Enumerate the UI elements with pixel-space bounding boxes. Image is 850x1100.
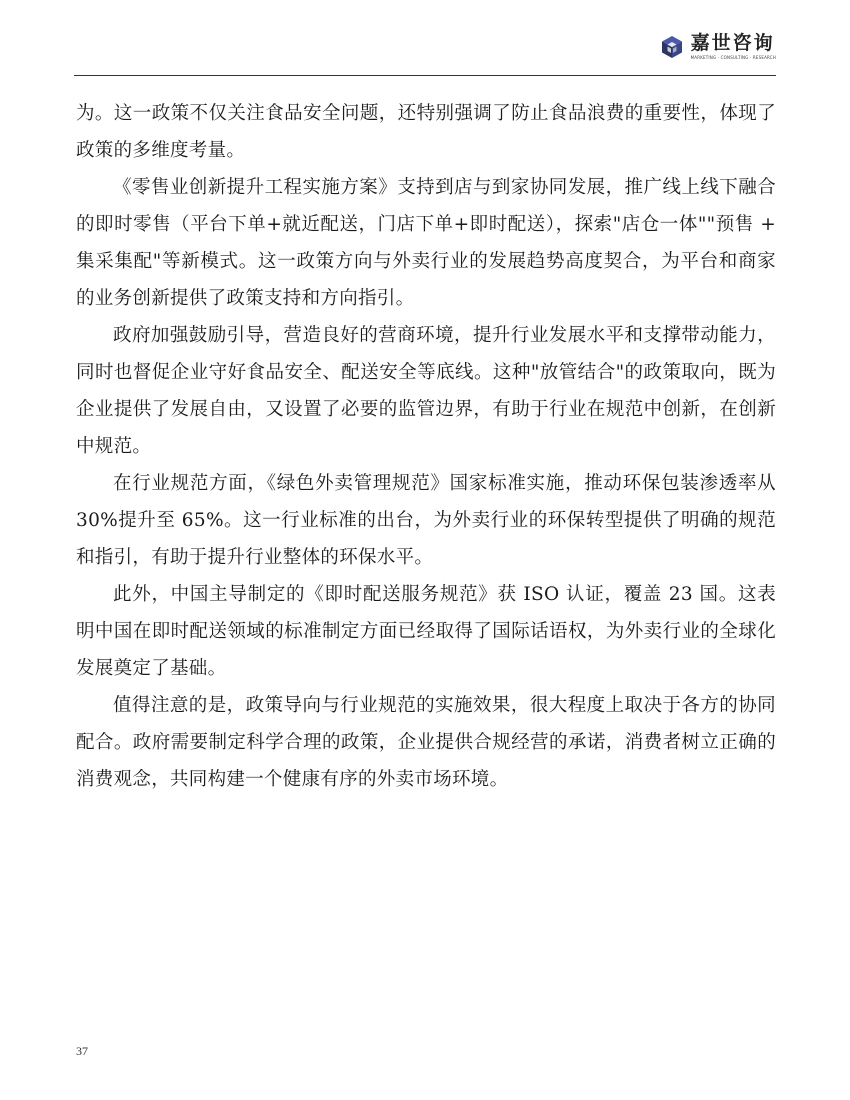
paragraph-industry-standards: 在行业规范方面，《绿色外卖管理规范》国家标准实施，推动环保包装渗透率从 30%提升至 65%。这一行业标准的出台，为外卖行业的环保转型提供了明确的规范和指引，有助于提升行业整体的环保水平。 [76,473,776,568]
page-number: 37 [76,1044,88,1058]
header-divider [74,75,776,76]
company-logo [659,34,776,60]
company-name: 嘉世咨询 [690,32,775,54]
paragraph-continuation: 为。这一政策不仅关注食品安全问题，还特别强调了防止食品浪费的重要性，体现了政策的多维度考量。 [76,103,776,161]
document-body [76,95,776,798]
paragraph-coordination: 值得注意的是，政策导向与行业规范的实施效果，很大程度上取决于各方的协同配合。政府需要制定科学合理的政策，企业提供合规经营的承诺，消费者树立正确的消费观念，共同构建一个健康有序的外卖市场环境。 [76,695,776,790]
page-header [0,0,850,78]
paragraph-government-guidance: 政府加强鼓励引导，营造良好的营商环境，提升行业发展水平和支撑带动能力，同时也督促企业守好食品安全、配送安全等底线。这种"放管结合"的政策取向，既为企业提供了发展自由，又设置了必要的监管边界，有助于行业在规范中创新，在创新中规范。 [76,325,776,457]
cube-logo-icon [659,34,685,60]
paragraph-retail-innovation: 《零售业创新提升工程实施方案》支持到店与到家协同发展，推广线上线下融合的即时零售（平台下单+就近配送，门店下单+即时配送），探索"店仓一体""预售 + 集采集配"等新模式。这一政策方向与外卖行业的发展趋势高度契合，为平台和商家的业务创新提供了政策支持和方向指引。 [76,177,776,309]
company-tagline: MARKETING · CONSULTING · RESEARCH [690,55,776,60]
paragraph-iso-certification: 此外，中国主导制定的《即时配送服务规范》获 ISO 认证，覆盖 23 国。这表明中国在即时配送领域的标准制定方面已经取得了国际话语权，为外卖行业的全球化发展奠定了基础。 [76,584,776,679]
